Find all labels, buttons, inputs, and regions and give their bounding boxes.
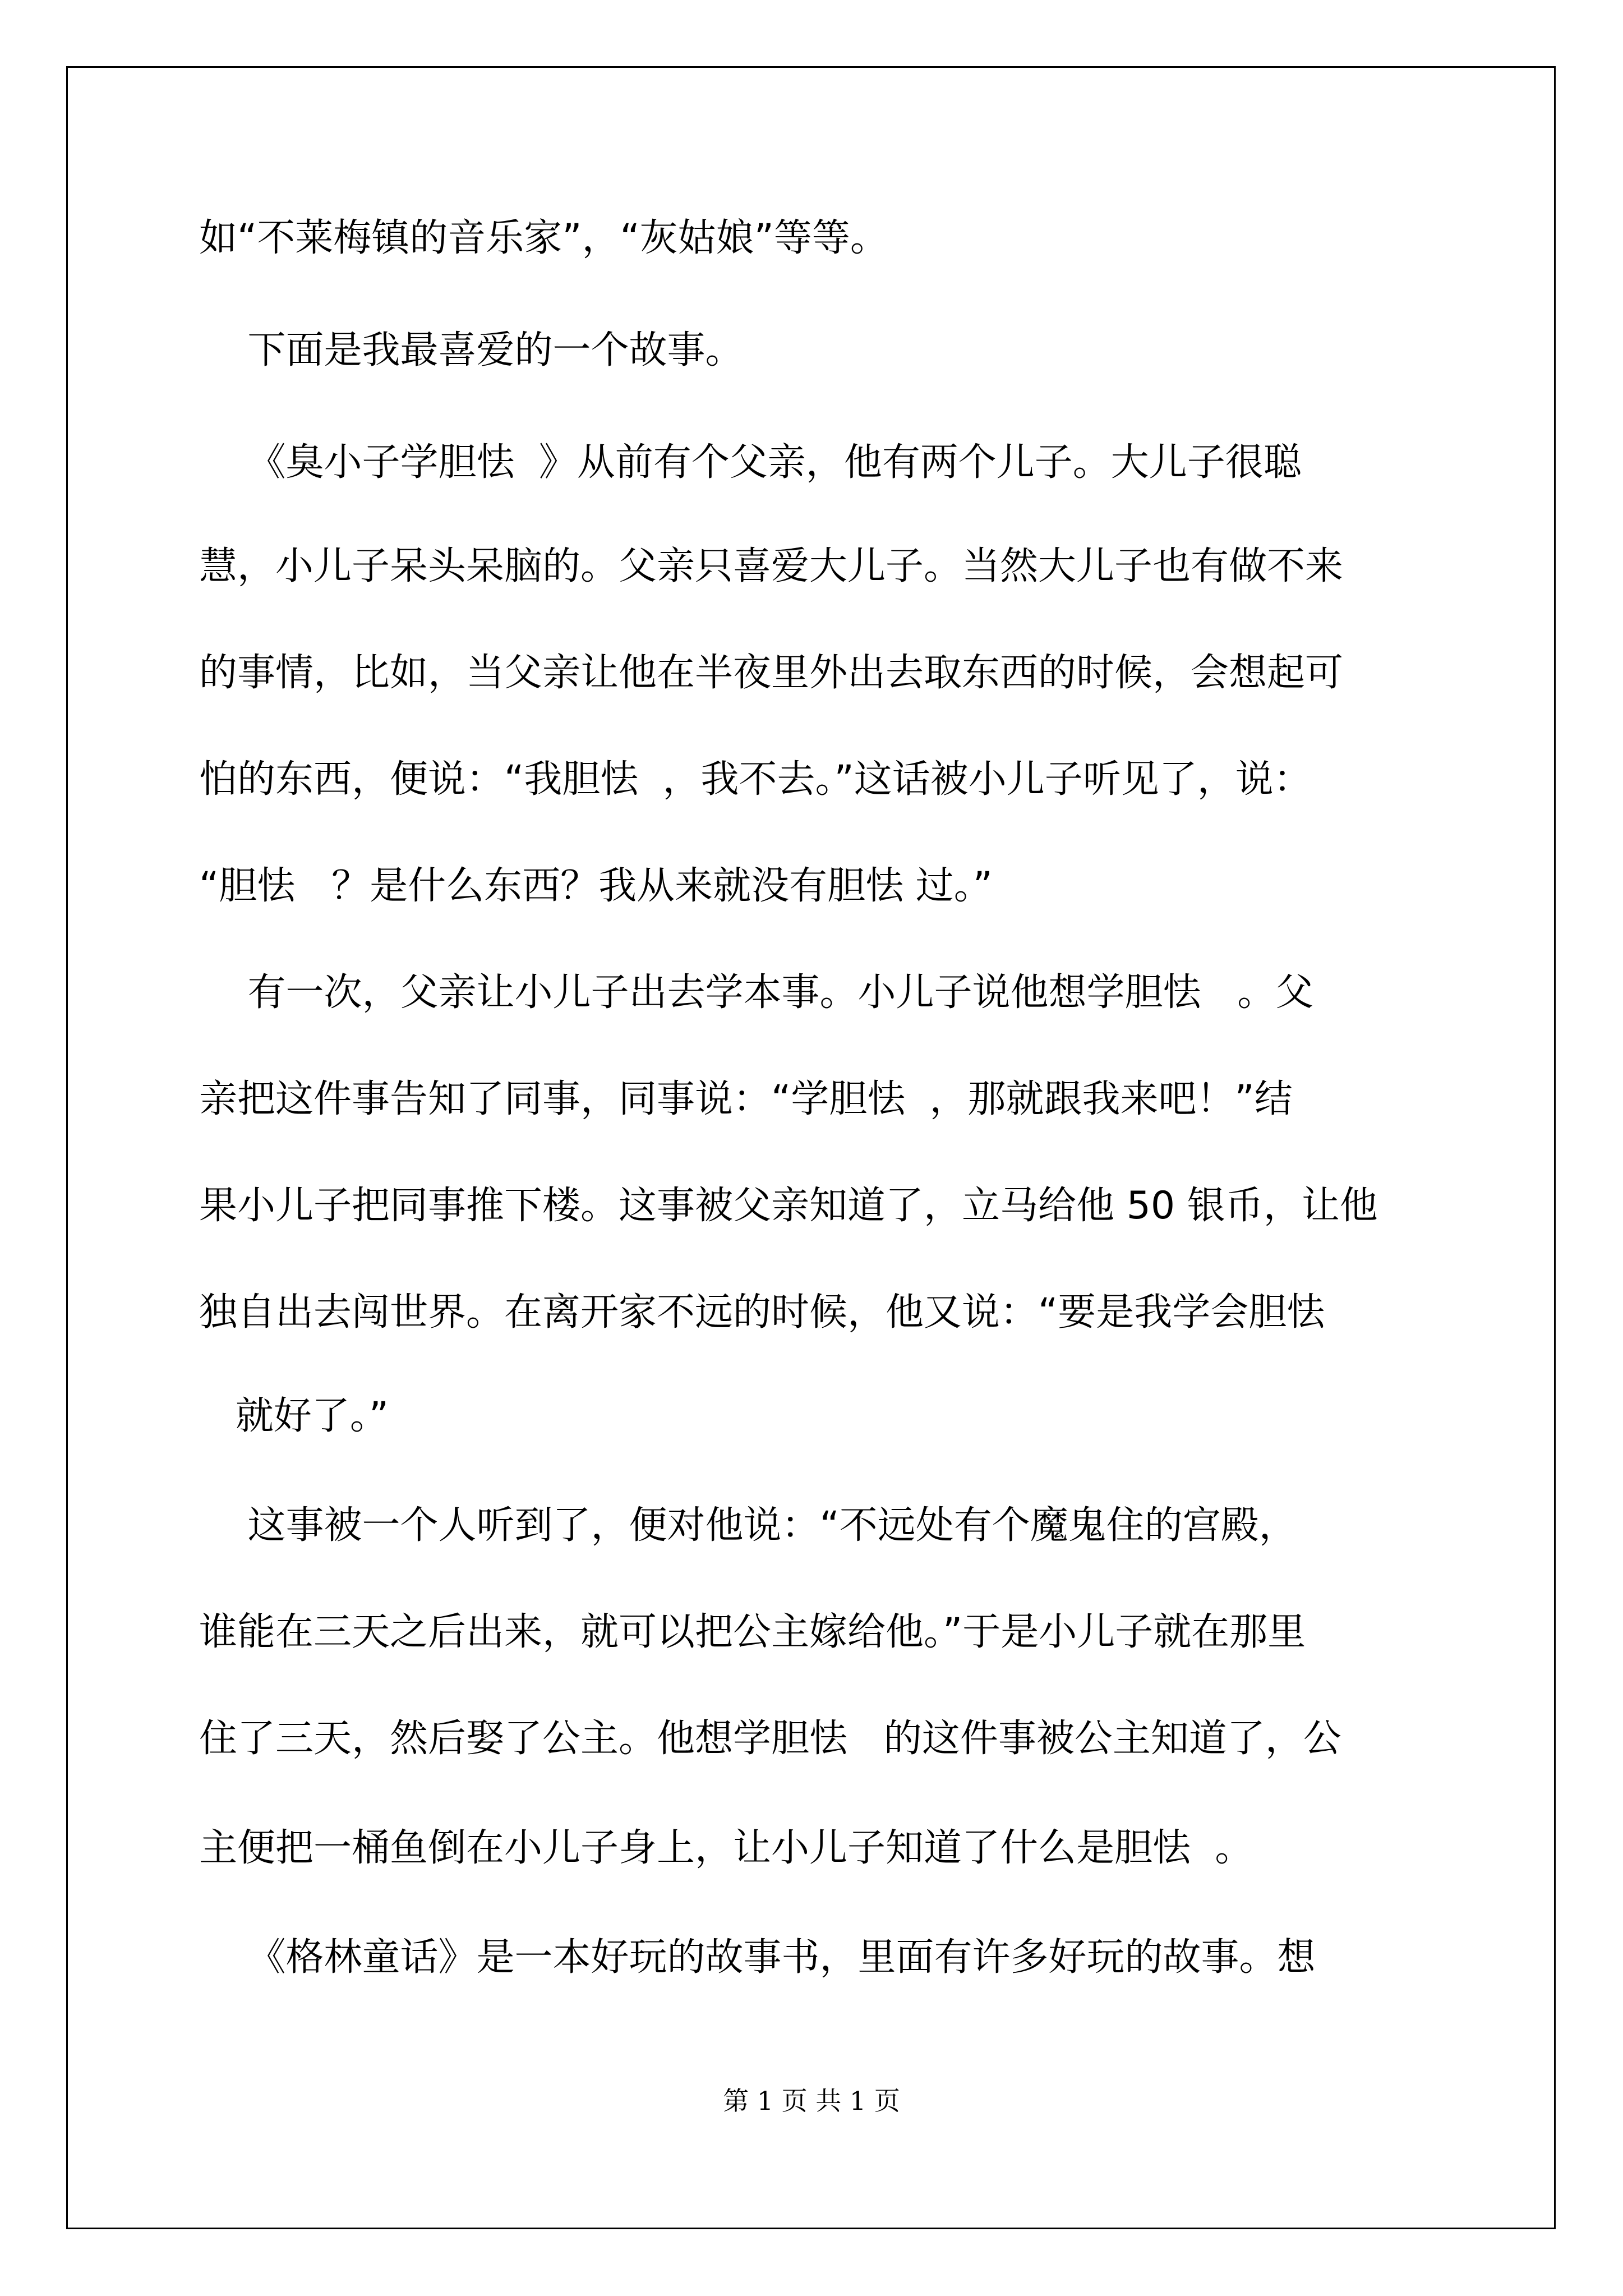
text-line: 住了三天，然后娶了公主。他想学胆怯 的这件事被公主知道了，公	[199, 1717, 1341, 1761]
text-line: 主便把一桶鱼倒在小儿子身上，让小儿子知道了什么是胆怯 。	[199, 1826, 1253, 1870]
text-line: 亲把这件事告知了同事，同事说：“学胆怯 ，那就跟我来吧！”结	[199, 1077, 1293, 1121]
page-border	[66, 66, 1556, 2229]
text-line: 果小儿子把同事推下楼。这事被父亲知道了，立马给他 50 银币，让他	[199, 1184, 1378, 1228]
text-line: 《格林童话》是一本好玩的故事书，里面有许多好玩的故事。想	[199, 1935, 1316, 1980]
text-line: 独自出去闯世界。在离开家不远的时候，他又说：“要是我学会胆怯	[199, 1290, 1325, 1335]
text-line: 《臭小子学胆怯 》从前有个父亲，他有两个儿子。大儿子很聪	[199, 440, 1302, 485]
text-line: 谁能在三天之后出来，就可以把公主嫁给他。”于是小儿子就在那里	[199, 1610, 1306, 1654]
page-number-footer: 第 1 页 共 1 页	[723, 2086, 900, 2116]
text-line: 就好了。”	[199, 1394, 389, 1438]
text-line: 的事情，比如，当父亲让他在半夜里外出去取东西的时候，会想起可	[199, 651, 1344, 695]
text-line: “胆怯 ？是什么东西？我从来就没有胆怯 过。”	[199, 864, 993, 908]
text-line: 有一次，父亲让小儿子出去学本事。小儿子说他想学胆怯 。父	[199, 970, 1314, 1015]
text-line: 如“不莱梅镇的音乐家”，“灰姑娘”等等。	[199, 216, 888, 260]
text-line: 怕的东西，便说：“我胆怯 ，我不去。”这话被小儿子听见了，说：	[199, 757, 1312, 802]
text-line: 这事被一个人听到了，便对他说：“不远处有个魔鬼住的宫殿，	[199, 1503, 1297, 1548]
text-line: 慧，小儿子呆头呆脑的。父亲只喜爱大儿子。当然大儿子也有做不来	[199, 544, 1344, 588]
text-line: 下面是我最喜爱的一个故事。	[199, 328, 744, 372]
